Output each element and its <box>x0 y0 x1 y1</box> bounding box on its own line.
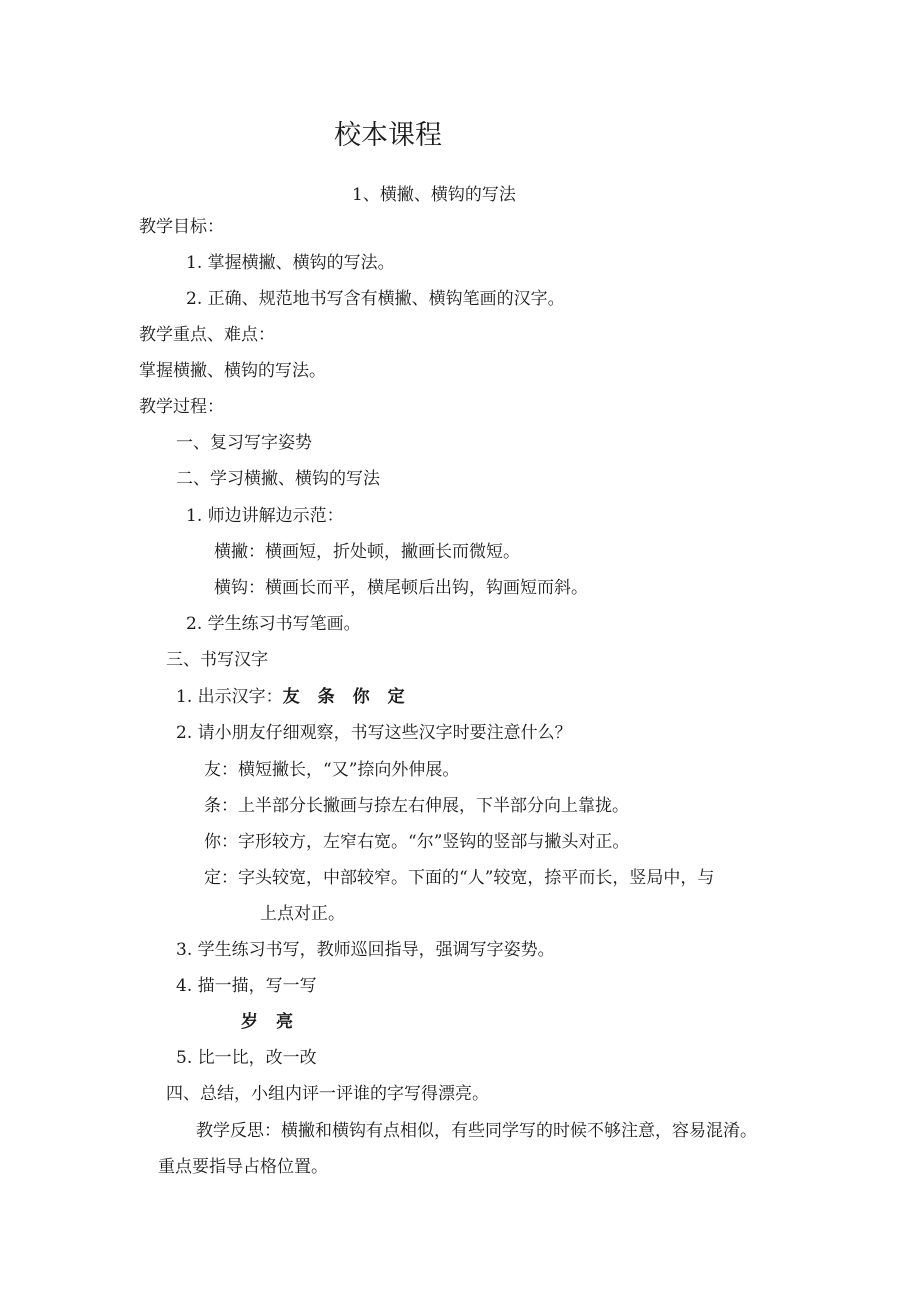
char-tiao: 条 <box>317 687 335 707</box>
process-heading: 教学过程： <box>139 397 224 417</box>
objective-2: 2. 正确、规范地书写含有横撇、横钩笔画的汉字。 <box>186 289 565 309</box>
ni-description: 你：字形较方，左窄右宽。“尔”竖钩的竖部与撇头对正。 <box>204 832 630 852</box>
objectives-heading: 教学目标： <box>139 217 224 237</box>
hengpie-description: 横撇：横画短，折处顿，撇画长而微短。 <box>214 542 520 562</box>
ding-description-line1: 定：字头较宽，中部较窄。下面的“人”较宽，捺平而长，竖局中，与 <box>204 868 715 888</box>
char-liang: 亮 <box>276 1012 293 1032</box>
char-ding: 定 <box>387 687 405 707</box>
objective-1: 1. 掌握横撇、横钩的写法。 <box>186 253 395 273</box>
step-3-1 <box>176 686 405 708</box>
char-ni: 你 <box>352 687 370 707</box>
keypoints-heading: 教学重点、难点： <box>139 325 275 345</box>
step-2-1: 1. 师边讲解边示范： <box>186 506 344 526</box>
step-3: 三、书写汉字 <box>166 650 268 670</box>
step-3-3: 3. 学生练习书写，教师巡回指导，强调写字姿势。 <box>176 940 555 960</box>
step-3-5: 5. 比一比，改一改 <box>176 1048 317 1068</box>
char-you: 友 <box>282 687 300 707</box>
step-3-2: 2. 请小朋友仔细观察，书写这些汉字时要注意什么？ <box>176 723 572 743</box>
step-3-1-label: 1. 出示汉字： <box>176 687 283 707</box>
you-description: 友：横短撇长，“又”捺向外伸展。 <box>204 760 460 780</box>
char-sui: 岁 <box>241 1012 258 1032</box>
keypoints-text: 掌握横撇、横钩的写法。 <box>139 361 326 381</box>
reflection-line2: 重点要指导占格位置。 <box>158 1157 328 1177</box>
step-1: 一、复习写字姿势 <box>176 433 312 453</box>
step-3-4: 4. 描一描，写一写 <box>176 976 317 996</box>
step-4: 四、总结，小组内评一评谁的字写得漂亮。 <box>166 1084 489 1104</box>
step-2: 二、学习横撇、横钩的写法 <box>176 469 380 489</box>
step-2-2: 2. 学生练习书写笔画。 <box>186 614 361 634</box>
reflection-line1: 教学反思：横撇和横钩有点相似，有些同学写的时候不够注意，容易混淆。 <box>196 1121 757 1141</box>
lesson-subtitle: 1、横撇、横钩的写法 <box>352 185 516 205</box>
tiao-description: 条：上半部分长撇画与捺左右伸展，下半部分向上靠拢。 <box>204 796 629 816</box>
document-title: 校本课程 <box>334 120 442 151</box>
trace-characters <box>241 1011 293 1033</box>
ding-description-line2: 上点对正。 <box>260 904 345 924</box>
henggou-description: 横钩：横画长而平，横尾顿后出钩，钩画短而斜。 <box>214 578 588 598</box>
